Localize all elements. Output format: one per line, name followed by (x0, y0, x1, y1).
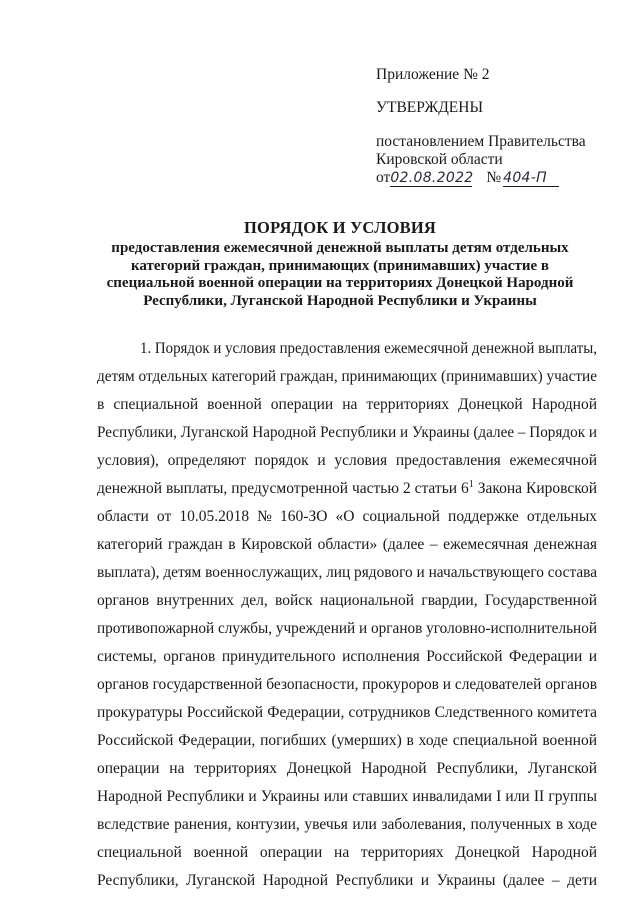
body-line: органов внутренних дел, войск национальной гвардии, Государственной (97, 592, 597, 609)
body-line: вследствие ранения, контузии, увечья или заболевания, полученных в ходе (97, 816, 597, 833)
body-line: области от 10.05.2018 № 160-ЗО «О социальной поддержке отдельных (97, 508, 597, 525)
subtitle-line: предоставления ежемесячной денежной выплаты детям отдельных (111, 240, 569, 256)
subtitle-line: категорий граждан, принимающих (принимавших) участие в (131, 257, 549, 274)
paragraph-1 (97, 335, 597, 895)
approval-block (376, 66, 616, 187)
line6-head: денежной выплаты, предусмотренной частью 2 статьи $6^1$ Закона Кировской (97, 479, 598, 497)
body-line: органов государственной безопасности, прокуроров и следователей органов (97, 676, 597, 693)
body-line: условия), определяют порядок и условия предоставления ежемесячной (97, 452, 597, 469)
body-line: системы, органов принудительного исполнения Российской Федерации и (97, 648, 597, 665)
body-line-with-superscript (97, 475, 597, 503)
body-line: Народной Республики и Украины или ставших инвалидами I или II группы (97, 788, 597, 805)
body-line: прокуратуры Российской Федерации, сотрудников Следственного комитета (97, 704, 597, 721)
date-prefix: от (376, 169, 391, 186)
handwritten-number: 404-П (503, 171, 559, 187)
date-number-line (376, 169, 616, 187)
resolution-line-1: постановлением Правительства (376, 133, 586, 150)
appendix-label: Приложение № 2 (376, 66, 490, 83)
subtitle-line: Республики, Луганской Народной Республики и Украины (143, 292, 537, 309)
handwritten-date: 02.08.2022 (390, 170, 474, 186)
body-line: противопожарной службы, учреждений и органов уголовно-исполнительной (97, 620, 598, 637)
body-line: Российской Федерации, погибших (умерших) в ходе специальной военной (97, 732, 597, 749)
document-subtitle (60, 240, 620, 310)
resolution-line-2: Кировской области (376, 151, 503, 168)
body-line: категорий граждан в Кировской области» (далее – ежемесячная денежная (97, 536, 597, 553)
number-prefix: № (486, 169, 502, 186)
body-line: специальной военной операции на территориях Донецкой Народной (97, 844, 597, 861)
approved-label: УТВЕРЖДЕНЫ (376, 99, 483, 116)
body-line: операции на территориях Донецкой Народной Республики, Луганской (97, 760, 597, 777)
body-line: Республики, Луганской Народной Республики и Украины (далее – дети (97, 872, 597, 889)
body-line: выплата), детям военнослужащих, лиц рядового и начальствующего состава (97, 564, 598, 581)
body-line: детям отдельных категорий граждан, принимающих (принимавших) участие (97, 368, 597, 385)
body-line: Республики, Луганской Народной Республики и Украины (далее – Порядок и (97, 424, 597, 441)
body-line: 1. Порядок и условия предоставления ежемесячной денежной выплаты, (140, 340, 597, 357)
body-line: в специальной военной операции на территориях Донецкой Народной (97, 396, 597, 413)
document-title: ПОРЯДОК И УСЛОВИЯ (244, 218, 436, 237)
subtitle-line: специальной военной операции на территориях Донецкой Народной (106, 275, 574, 291)
superscript: 1 (468, 479, 474, 490)
